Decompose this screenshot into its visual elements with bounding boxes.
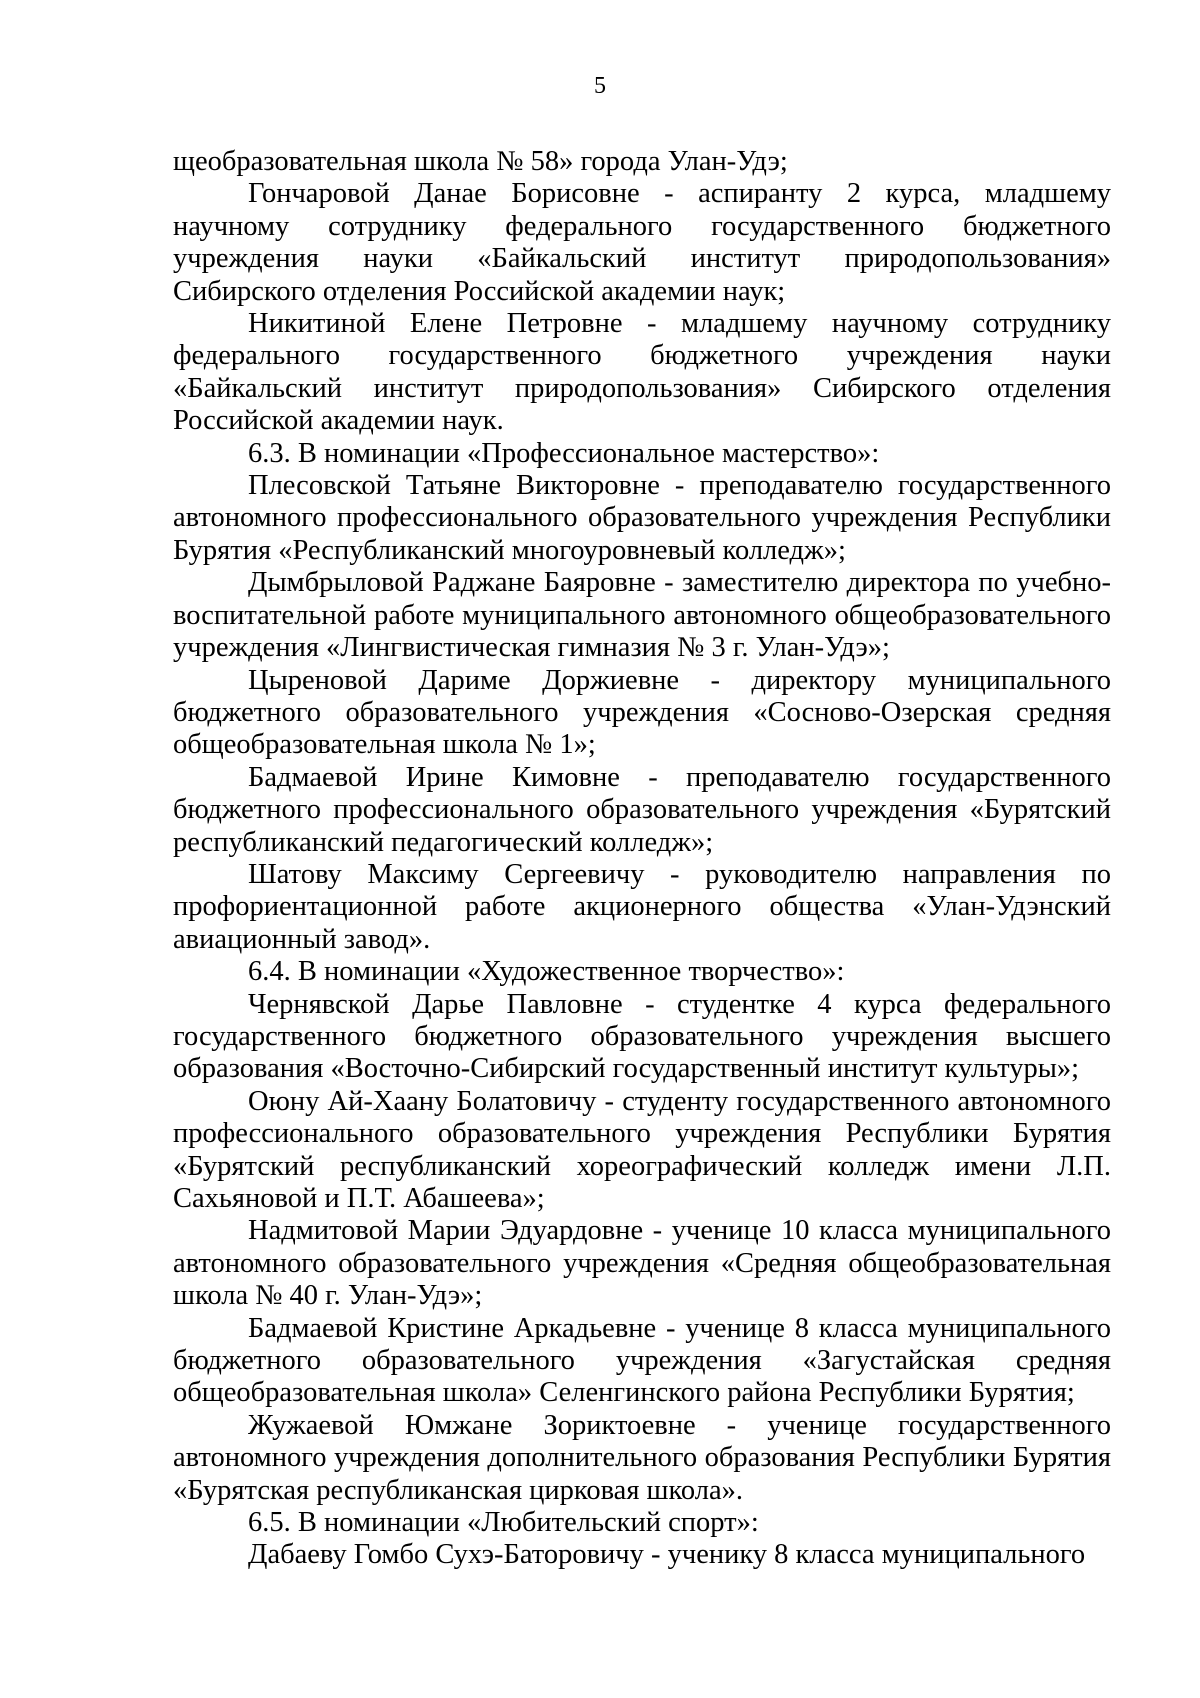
- paragraph-continuation: щеобразовательная школа № 58» города Улан-Удэ;: [173, 146, 788, 177]
- paragraph-shatov: Шатову Максиму Сергеевичу - руководителю направления по профориентационной работе акционерного общества «Улан-Удэнский авиационный завод».: [173, 858, 1111, 955]
- paragraph-nikitina: Никитиной Елене Петровне - младшему научному сотруднику федерального государственного бюджетного учреждения науки «Байкальский институт природопользования» Сибирского отделения Российской академии наук.: [173, 308, 1111, 437]
- paragraph-zhuzhaeva: Жужаевой Юмжане Зориктоевне - ученице государственного автономного учреждения дополнительного образования Республики Бурятия «Бурятская республиканская цирковая школа».: [173, 1409, 1111, 1506]
- paragraph-oyun: Оюну Ай-Хаану Болатовичу - студенту государственного автономного профессионального образовательного учреждения Республики Бурятия «Бурятский республиканский хореографический колледж имени Л.П. Сахьяновой и П.Т. Абашеева»;: [173, 1085, 1111, 1214]
- paragraph-chernyavskaya: Чернявской Дарье Павловне - студентке 4 курса федерального государственного бюджетного образовательного учреждения высшего образования «Восточно-Сибирский государственный институт культуры»;: [173, 988, 1111, 1085]
- section-heading-6-3: 6.3. В номинации «Профессиональное мастерство»:: [248, 437, 880, 469]
- paragraph-dabaev: Дабаеву Гомбо Сухэ-Баторовичу - ученику 8 класса муниципального: [248, 1539, 1086, 1571]
- paragraph-nadmitova: Надмитовой Марии Эдуардовне - ученице 10 класса муниципального автономного образовательного учреждения «Средняя общеобразовательная школа № 40 г. Улан-Удэ»;: [173, 1215, 1111, 1312]
- section-heading-6-5: 6.5. В номинации «Любительский спорт»:: [248, 1507, 759, 1539]
- paragraph-badmaeva-kristina: Бадмаевой Кристине Аркадьевне - ученице 8 класса муниципального бюджетного образовательного учреждения «Загустайская средняя общеобразовательная школа» Селенгинского района Республики Бурятия;: [173, 1312, 1111, 1409]
- paragraph-badmaeva-irina: Бадмаевой Ирине Кимовне - преподавателю государственного бюджетного профессионального образовательного учреждения «Бурятский республиканский педагогический колледж»;: [173, 761, 1111, 858]
- document-body: [173, 146, 1111, 1572]
- section-heading-6-4: 6.4. В номинации «Художественное творчество»:: [248, 956, 845, 988]
- paragraph-dymbrylova: Дымбрыловой Раджане Баяровне - заместителю директора по учебно-воспитательной работе муниципального автономного общеобразовательного учреждения «Лингвистическая гимназия № 3 г. Улан-Удэ»;: [173, 567, 1111, 664]
- paragraph-tsyrenova: Цыреновой Дариме Доржиевне - директору муниципального бюджетного образовательного учреждения «Сосново-Озерская средняя общеобразовательная школа № 1»;: [173, 664, 1111, 761]
- paragraph-goncharova: Гончаровой Данае Борисовне - аспиранту 2 курса, младшему научному сотруднику федерального государственного бюджетного учреждения науки «Байкальский институт природопользования» Сибирского отделения Российской академии наук;: [173, 178, 1111, 307]
- page-number: 5: [594, 73, 606, 99]
- paragraph-plesovskaya: Плесовской Татьяне Викторовне - преподавателю государственного автономного профессионального образовательного учреждения Республики Бурятия «Республиканский многоуровневый колледж»;: [173, 470, 1111, 566]
